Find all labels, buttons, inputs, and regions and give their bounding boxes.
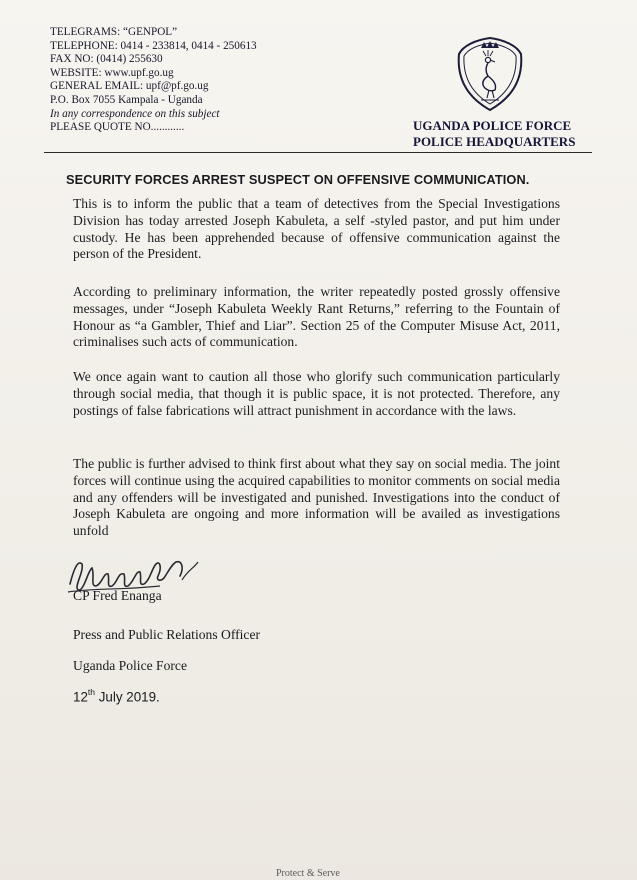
organization-name: UGANDA POLICE FORCE xyxy=(413,118,572,133)
letterhead-correspondence-note: In any correspondence on this subject xyxy=(50,107,220,120)
letterhead-quote-no: PLEASE QUOTE NO............ xyxy=(50,121,185,134)
paragraph-1: This is to inform the public that a team of detectives from the Special Investigations Division has today arrested Joseph Kabuleta, a self -styled pastor, and put him under custody. He has been apprehended because of offensive communication against the person of the President. xyxy=(73,196,560,262)
footer-motto: Protect & Serve xyxy=(276,868,340,879)
press-release-title: SECURITY FORCES ARREST SUSPECT ON OFFENSIVE COMMUNICATION. xyxy=(66,172,530,187)
signer-organization: Uganda Police Force xyxy=(73,658,188,673)
letterhead-telegrams: TELEGRAMS: “GENPOL” xyxy=(50,26,178,38)
letterhead-contact-block xyxy=(50,26,257,135)
letterhead-divider xyxy=(44,152,592,153)
letterhead-fax: FAX NO: (0414) 255630 xyxy=(50,53,163,66)
date-month-year: July 2019. xyxy=(95,689,160,705)
paragraph-3: We once again want to caution all those who glorify such communication particularly through social media, that though it is public space, it is not protected. Therefore, any postings of false fabrications will attract punishment in accordance with the laws. xyxy=(73,369,560,418)
letterhead-email: GENERAL EMAIL: upf@pf.go.ug xyxy=(50,80,209,93)
organization-unit: POLICE HEADQUARTERS xyxy=(413,134,576,149)
paragraph-2: According to preliminary information, the writer repeatedly posted grossly offensive messages, under “Joseph Kabuleta Weekly Rant Returns,” referring to the Fountain of Honour as “a Gambler, Thief and Liar”. Section 25 of the Computer Misuse Act, 2011, criminalises such acts of communication. xyxy=(73,284,560,350)
letterhead-organization xyxy=(413,118,588,150)
release-date xyxy=(73,688,160,704)
letterhead-telephone: TELEPHONE: 0414 - 233814, 0414 - 250613 xyxy=(50,39,257,52)
letterhead-po-box: P.O. Box 7055 Kampala - Uganda xyxy=(50,93,203,106)
police-crest-icon xyxy=(455,36,525,112)
paragraph-4: The public is further advised to think first about what they say on social media. The joint forces will continue using the acquired capabilities to monitor comments on social media and any offenders will be investigated and punished. Investigations into the conduct of Joseph Kabuleta are ongoing and more information will be availed as investigations unfold xyxy=(73,456,560,539)
signer-role: Press and Public Relations Officer xyxy=(73,627,261,642)
date-suffix: th xyxy=(87,687,95,697)
date-day: 12 xyxy=(73,689,88,705)
letterhead-website: WEBSITE: www.upf.go.ug xyxy=(50,66,174,79)
signer-name: CP Fred Enanga xyxy=(73,588,162,603)
